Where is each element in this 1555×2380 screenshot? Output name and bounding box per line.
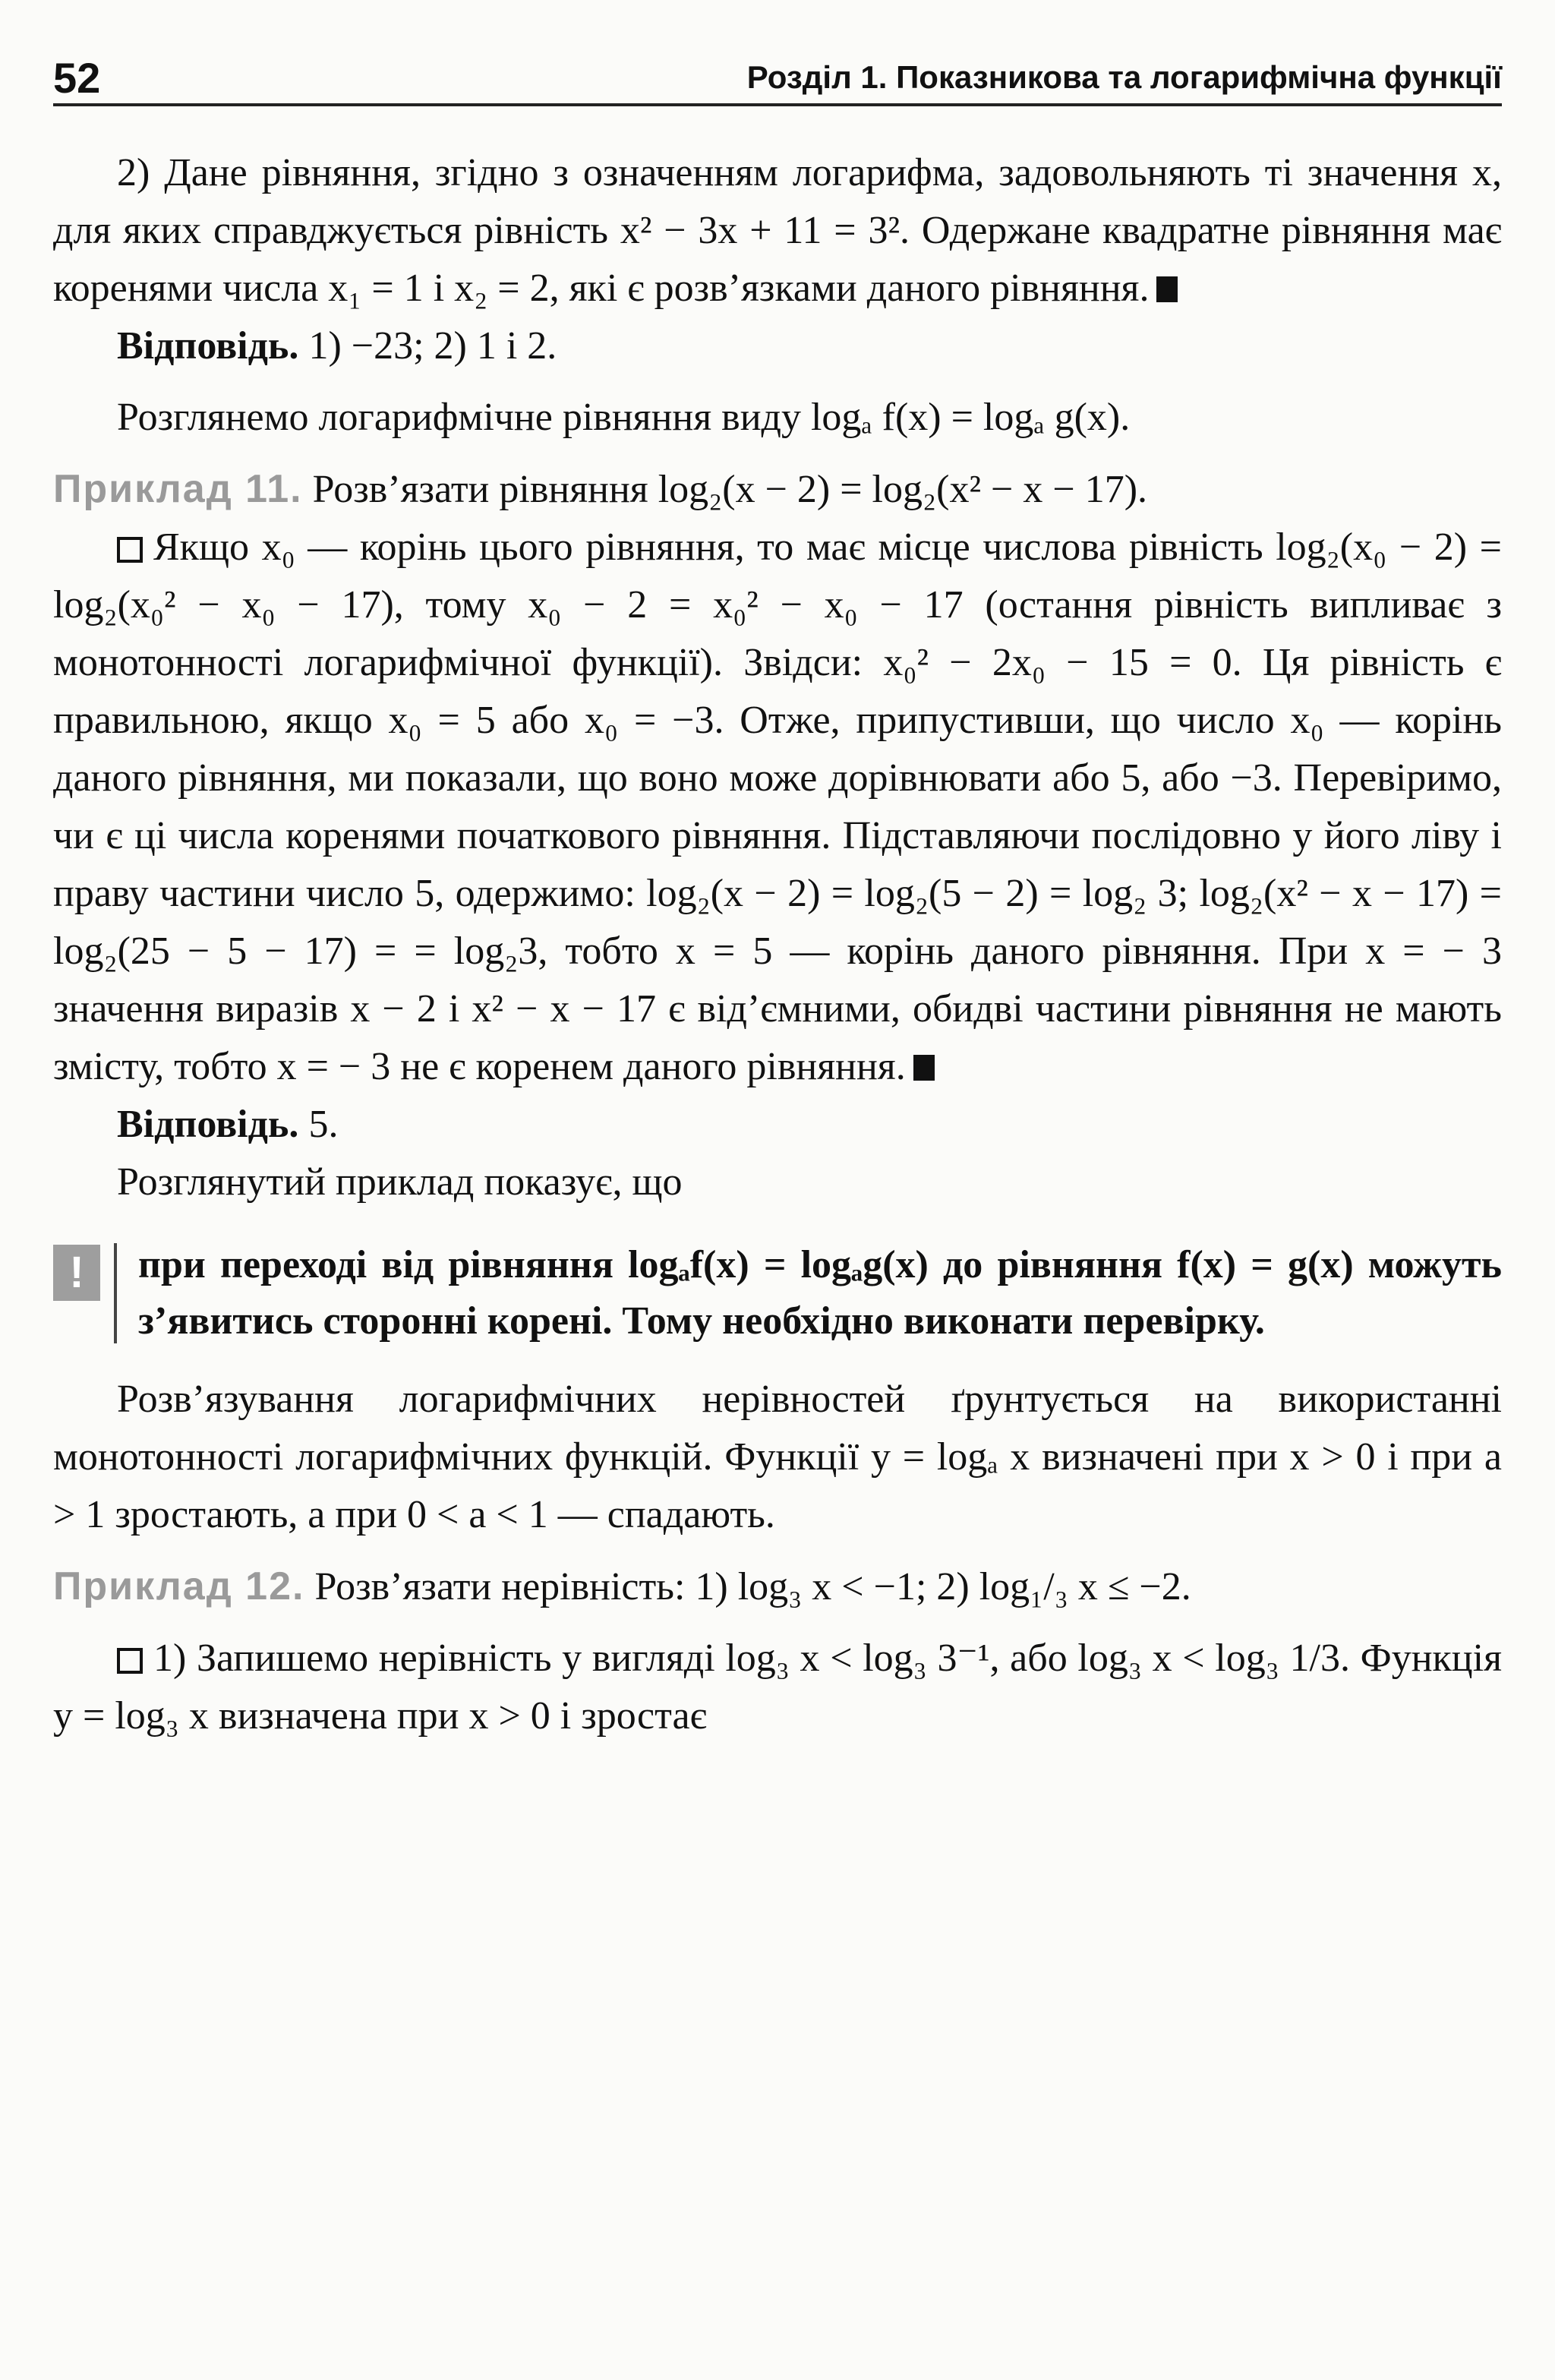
- example-text: Розв’язати нерівність: 1) log₃ x < −1; 2) log₁/₃ x ≤ −2.: [304, 1565, 1191, 1608]
- chapter-title: Розділ 1. Показникова та логарифмічна функції: [746, 59, 1502, 95]
- page-header: [53, 47, 1502, 106]
- end-of-proof-icon: [1156, 276, 1178, 302]
- paragraph-text: Якщо x₀ — корінь цього рівняння, то має місце числова рівність log₂(x₀ − 2) = log₂(x₀² − x₀ − 17), тому x₀ − 2 = x₀² − x₀ − 17 (остання рівність випливає з монотонності логарифмічної функції). Звідси: x₀² − 2x₀ − 15 = 0. Ця рівність є правильною, якщо x₀ = 5 або x₀ = −3. Отже, припустивши, що число x₀ — корінь даного рівняння, ми показали, що воно може дорівнювати або 5, або −3. Перевіримо, чи є ці числа коренями початкового рівняння. Підставляючи послідовно у його ліву і праву частини число 5, одержимо: log₂(x − 2) = log₂(5 − 2) = log₂ 3; log₂(x² − x − 17) = log₂(25 − 5 − 17) = = log₂3, тобто x = 5 — корінь даного рівняння. При x = − 3 значення виразів x − 2 і x² − x − 17 є від’ємними, обидві частини рівняння не мають змісту, тобто x = − 3 не є коренем даного рівняння.: [53, 526, 1502, 1088]
- start-of-proof-icon: [117, 537, 143, 563]
- page-content: [53, 144, 1502, 1745]
- example-label: Приклад 12.: [53, 1564, 305, 1608]
- paragraph-text: 2) Дане рівняння, згідно з означенням логарифма, задовольняють ті значення x, для яких справджується рівність x² − 3x + 11 = 3². Одержане квадратне рівняння має коренями числа x₁ = 1 і x₂ = 2, які є розв’язками даного рівняння.: [53, 151, 1502, 310]
- answer-1: [53, 317, 1502, 375]
- important-note: [53, 1237, 1502, 1349]
- end-of-proof-icon: [913, 1055, 935, 1081]
- example-11: [53, 460, 1502, 519]
- answer-text: 5.: [298, 1103, 339, 1146]
- example-text: Розв’язати рівняння log₂(x − 2) = log₂(x² − x − 17).: [302, 468, 1148, 511]
- note-text: при переході від рівняння logₐf(x) = logₐg(x) до рівняння f(x) = g(x) можуть з’явитись сторонні корені. Тому необхідно виконати перевірку.: [138, 1243, 1502, 1343]
- answer-label: Відповідь.: [117, 324, 299, 368]
- answer-label: Відповідь.: [117, 1103, 299, 1146]
- paragraph-log-inequalities: Розв’язування логарифмічних нерівностей ґрунтується на використанні монотонності логарифмічних функцій. Функції y = logₐ x визначені при x > 0 і при a > 1 зростають, а при 0 < a < 1 — спадають.: [53, 1378, 1502, 1536]
- exclamation-icon: !: [53, 1245, 100, 1301]
- paragraph-text: 1) Запишемо нерівність у вигляді log₃ x < log₃ 3⁻¹, або log₃ x < log₃ 1/3. Функція y = log₃ x визначена при x > 0 і зростає: [53, 1637, 1502, 1738]
- answer-2: [53, 1096, 1502, 1154]
- paragraph-log-equation-form: Розглянемо логарифмічне рівняння виду logₐ f(x) = logₐ g(x).: [117, 396, 1131, 439]
- start-of-proof-icon: [117, 1648, 143, 1674]
- paragraph-solution-part2: [53, 144, 1502, 317]
- example-12: [53, 1558, 1502, 1616]
- page-number: 52: [53, 54, 101, 102]
- paragraph-conclusion-intro: Розглянутий приклад показує, що: [117, 1160, 683, 1204]
- paragraph-example-12-solution: [53, 1630, 1502, 1745]
- note-divider: [114, 1243, 117, 1343]
- example-label: Приклад 11.: [53, 467, 303, 511]
- answer-text: 1) −23; 2) 1 і 2.: [298, 324, 557, 368]
- paragraph-example-11-solution: [53, 519, 1502, 1096]
